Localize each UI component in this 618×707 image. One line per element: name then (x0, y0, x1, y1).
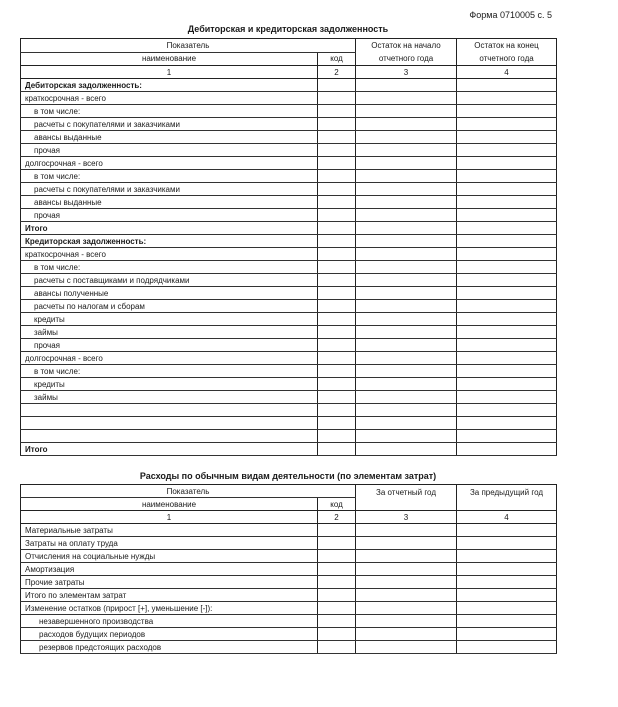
row-value-start-cell[interactable] (356, 170, 457, 183)
row-value-start-cell[interactable] (356, 222, 457, 235)
row-code-cell[interactable] (318, 196, 356, 209)
row-value-start-cell[interactable] (356, 235, 457, 248)
row-code-cell[interactable] (318, 339, 356, 352)
row-label: краткосрочная - всего (21, 92, 318, 105)
table-row (21, 118, 557, 131)
row-value-start-cell[interactable] (356, 430, 457, 443)
row-value-end-cell[interactable] (457, 391, 557, 404)
row-label: Итого (21, 222, 318, 235)
row-code-cell[interactable] (318, 222, 356, 235)
header-name: наименование (141, 499, 197, 509)
row-value-start-cell[interactable] (356, 352, 457, 365)
row-label: прочая (21, 339, 318, 352)
receivables-payables-title: Дебиторская и кредиторская задолженность (187, 24, 389, 34)
table-row (21, 209, 557, 222)
row-value-end-cell[interactable] (457, 261, 557, 274)
row-value-end-cell[interactable] (457, 443, 557, 456)
table-row (21, 352, 557, 365)
row-code-cell[interactable] (318, 378, 356, 391)
row-value-start-cell[interactable] (356, 404, 457, 417)
table-row (21, 235, 557, 248)
row-value-end-cell[interactable] (457, 209, 557, 222)
table-row (21, 443, 557, 456)
row-value-start-cell[interactable] (356, 628, 457, 641)
row-code-cell[interactable] (318, 79, 356, 92)
row-code-cell[interactable] (318, 261, 356, 274)
row-value-end-cell[interactable] (457, 274, 557, 287)
row-value-start-cell[interactable] (356, 589, 457, 602)
row-value-end-cell[interactable] (457, 222, 557, 235)
row-value-end-cell[interactable] (457, 183, 557, 196)
table-row (21, 628, 557, 641)
form-code: Форма 0710005 с. 5 (469, 10, 552, 20)
table-row (21, 550, 557, 563)
row-code-cell[interactable] (318, 105, 356, 118)
row-label: кредиты (21, 378, 318, 391)
row-code-cell[interactable] (318, 326, 356, 339)
table-row (21, 131, 557, 144)
row-value-start-cell[interactable] (356, 313, 457, 326)
row-value-end-cell[interactable] (457, 144, 557, 157)
header-indicator: Показатель (21, 39, 356, 53)
row-label: Затраты на оплату труда (21, 537, 318, 550)
row-code-cell[interactable] (318, 183, 356, 196)
table-row (21, 79, 557, 92)
row-value-start-cell[interactable] (356, 274, 457, 287)
row-value-end-cell[interactable] (457, 430, 557, 443)
row-label: Прочие затраты (21, 576, 318, 589)
row-code-cell[interactable] (318, 537, 356, 550)
row-label: Амортизация (21, 563, 318, 576)
row-label: долгосрочная - всего (21, 352, 318, 365)
row-value-start-cell[interactable] (356, 339, 457, 352)
row-value-end-cell[interactable] (457, 404, 557, 417)
row-value-end-cell[interactable] (457, 602, 557, 615)
row-code-cell[interactable] (318, 235, 356, 248)
row-value-start-cell[interactable] (356, 157, 457, 170)
row-value-start-cell[interactable] (356, 79, 457, 92)
row-label: Дебиторская задолженность: (21, 79, 318, 92)
row-value-end-cell[interactable] (457, 615, 557, 628)
header-start-line1: Остаток на начало (371, 41, 441, 50)
table-row (21, 589, 557, 602)
row-value-start-cell[interactable] (356, 615, 457, 628)
row-value-start-cell[interactable] (356, 326, 457, 339)
row-value-start-cell[interactable] (356, 196, 457, 209)
row-label: расчеты с поставщиками и подрядчиками (21, 274, 318, 287)
table-row (21, 157, 557, 170)
row-value-start-cell[interactable] (356, 417, 457, 430)
row-value-end-cell[interactable] (457, 339, 557, 352)
row-label: краткосрочная - всего (21, 248, 318, 261)
row-value-start-cell[interactable] (356, 92, 457, 105)
row-code-cell[interactable] (318, 144, 356, 157)
row-label: Изменение остатков (прирост [+], уменьшение [-]): (21, 602, 318, 615)
row-label: авансы выданные (21, 131, 318, 144)
row-value-end-cell[interactable] (457, 248, 557, 261)
row-value-start-cell[interactable] (356, 261, 457, 274)
row-label: Отчисления на социальные нужды (21, 550, 318, 563)
header-code: код (318, 498, 356, 511)
header-end-line1: Остаток на конец (474, 41, 539, 50)
table-row (21, 339, 557, 352)
row-label (21, 430, 318, 443)
row-label: в том числе: (21, 261, 318, 274)
row-value-end-cell[interactable] (457, 550, 557, 563)
row-code-cell[interactable] (318, 131, 356, 144)
row-code-cell[interactable] (318, 365, 356, 378)
col-num-2: 2 (318, 66, 356, 79)
row-label: долгосрочная - всего (21, 157, 318, 170)
row-label: в том числе: (21, 170, 318, 183)
row-code-cell[interactable] (318, 602, 356, 615)
table-row (21, 300, 557, 313)
row-label: авансы выданные (21, 196, 318, 209)
row-value-end-cell[interactable] (457, 641, 557, 654)
row-label: кредиты (21, 313, 318, 326)
row-code-cell[interactable] (318, 404, 356, 417)
row-value-start-cell[interactable] (356, 131, 457, 144)
row-value-end-cell[interactable] (457, 378, 557, 391)
row-value-end-cell[interactable] (457, 131, 557, 144)
row-code-cell[interactable] (318, 391, 356, 404)
header-code: код (318, 52, 356, 66)
row-value-end-cell[interactable] (457, 105, 557, 118)
table-row (21, 92, 557, 105)
row-code-cell[interactable] (318, 352, 356, 365)
row-value-end-cell[interactable] (457, 300, 557, 313)
row-code-cell[interactable] (318, 417, 356, 430)
row-code-cell[interactable] (318, 170, 356, 183)
row-value-start-cell[interactable] (356, 209, 457, 222)
row-value-start-cell[interactable] (356, 300, 457, 313)
row-value-end-cell[interactable] (457, 326, 557, 339)
row-value-end-cell[interactable] (457, 365, 557, 378)
row-label: займы (21, 326, 318, 339)
row-label: расчеты с покупателями и заказчиками (21, 183, 318, 196)
header-start-balance (356, 39, 457, 66)
row-value-start-cell[interactable] (356, 365, 457, 378)
row-label: Итого по элементам затрат (21, 589, 318, 602)
table-row (21, 326, 557, 339)
row-code-cell[interactable] (318, 274, 356, 287)
row-value-end-cell[interactable] (457, 563, 557, 576)
row-value-start-cell[interactable] (356, 576, 457, 589)
row-label: Кредиторская задолженность: (21, 235, 318, 248)
row-label: займы (21, 391, 318, 404)
expenses-table (20, 484, 557, 654)
header-start-line2: отчетного года (378, 54, 434, 63)
expenses-title: Расходы по обычным видам деятельности (по элементам затрат) (139, 471, 437, 481)
row-code-cell[interactable] (318, 248, 356, 261)
row-code-cell[interactable] (318, 209, 356, 222)
row-label: расчеты с покупателями и заказчиками (21, 118, 318, 131)
row-label: в том числе: (21, 105, 318, 118)
row-label: резервов предстоящих расходов (21, 641, 318, 654)
row-label: прочая (21, 209, 318, 222)
row-value-end-cell[interactable] (457, 157, 557, 170)
row-code-cell[interactable] (318, 443, 356, 456)
row-value-end-cell[interactable] (457, 576, 557, 589)
row-value-end-cell[interactable] (457, 118, 557, 131)
row-value-start-cell[interactable] (356, 602, 457, 615)
table-row (21, 313, 557, 326)
row-value-start-cell[interactable] (356, 641, 457, 654)
header-end-balance (457, 39, 557, 66)
row-value-end-cell[interactable] (457, 628, 557, 641)
row-label: незавершенного производства (21, 615, 318, 628)
header-current-year: За отчетный год (356, 485, 457, 511)
row-code-cell[interactable] (318, 628, 356, 641)
row-code-cell[interactable] (318, 157, 356, 170)
row-value-end-cell[interactable] (457, 92, 557, 105)
table-row (21, 404, 557, 417)
row-value-start-cell[interactable] (356, 248, 457, 261)
row-label: расчеты по налогам и сборам (21, 300, 318, 313)
row-code-cell[interactable] (318, 92, 356, 105)
table-row (21, 537, 557, 550)
row-code-cell[interactable] (318, 300, 356, 313)
row-value-end-cell[interactable] (457, 537, 557, 550)
header-end-line2: отчетного года (479, 54, 534, 63)
table-row (21, 391, 557, 404)
row-code-cell[interactable] (318, 550, 356, 563)
col-num-4: 4 (457, 511, 557, 524)
table-row (21, 378, 557, 391)
col-num-3: 3 (356, 66, 457, 79)
table-row (21, 248, 557, 261)
row-value-start-cell[interactable] (356, 524, 457, 537)
table-row (21, 576, 557, 589)
row-value-start-cell[interactable] (356, 378, 457, 391)
row-value-start-cell[interactable] (356, 443, 457, 456)
row-value-end-cell[interactable] (457, 170, 557, 183)
row-label (21, 417, 318, 430)
col-num-1: 1 (21, 511, 318, 524)
row-value-start-cell[interactable] (356, 550, 457, 563)
table-row (21, 261, 557, 274)
row-code-cell[interactable] (318, 641, 356, 654)
col-num-3: 3 (356, 511, 457, 524)
col-num-1: 1 (21, 66, 318, 79)
row-code-cell[interactable] (318, 287, 356, 300)
row-code-cell[interactable] (318, 313, 356, 326)
row-value-start-cell[interactable] (356, 118, 457, 131)
row-value-start-cell[interactable] (356, 105, 457, 118)
row-label: расходов будущих периодов (21, 628, 318, 641)
table-row (21, 365, 557, 378)
row-code-cell[interactable] (318, 430, 356, 443)
table-row (21, 222, 557, 235)
table-row (21, 105, 557, 118)
table-row (21, 602, 557, 615)
header-indicator: Показатель (21, 485, 356, 498)
row-value-start-cell[interactable] (356, 183, 457, 196)
table-row (21, 615, 557, 628)
row-value-end-cell[interactable] (457, 352, 557, 365)
col-num-2: 2 (318, 511, 356, 524)
row-value-end-cell[interactable] (457, 287, 557, 300)
row-value-start-cell[interactable] (356, 563, 457, 576)
row-value-start-cell[interactable] (356, 144, 457, 157)
row-label (21, 404, 318, 417)
row-code-cell[interactable] (318, 563, 356, 576)
row-code-cell[interactable] (318, 576, 356, 589)
table-row (21, 563, 557, 576)
table-row (21, 417, 557, 430)
col-num-4: 4 (457, 66, 557, 79)
row-code-cell[interactable] (318, 524, 356, 537)
row-value-end-cell[interactable] (457, 524, 557, 537)
row-value-end-cell[interactable] (457, 235, 557, 248)
row-value-end-cell[interactable] (457, 196, 557, 209)
row-code-cell[interactable] (318, 615, 356, 628)
table-row (21, 196, 557, 209)
header-previous-year: За предыдущий год (457, 485, 557, 511)
row-code-cell[interactable] (318, 589, 356, 602)
table-row (21, 641, 557, 654)
row-value-start-cell[interactable] (356, 391, 457, 404)
table-row (21, 274, 557, 287)
row-label: в том числе: (21, 365, 318, 378)
row-label: Материальные затраты (21, 524, 318, 537)
row-label: Итого (21, 443, 318, 456)
row-value-end-cell[interactable] (457, 313, 557, 326)
table-row (21, 430, 557, 443)
receivables-payables-table (20, 38, 557, 456)
table-row (21, 170, 557, 183)
header-name: наименование (141, 54, 197, 64)
row-value-end-cell[interactable] (457, 417, 557, 430)
row-label: авансы полученные (21, 287, 318, 300)
table-row (21, 524, 557, 537)
row-value-start-cell[interactable] (356, 287, 457, 300)
row-label: прочая (21, 144, 318, 157)
table-row (21, 287, 557, 300)
row-value-start-cell[interactable] (356, 537, 457, 550)
row-value-end-cell[interactable] (457, 589, 557, 602)
row-value-end-cell[interactable] (457, 79, 557, 92)
row-code-cell[interactable] (318, 118, 356, 131)
table-row (21, 183, 557, 196)
table-row (21, 144, 557, 157)
